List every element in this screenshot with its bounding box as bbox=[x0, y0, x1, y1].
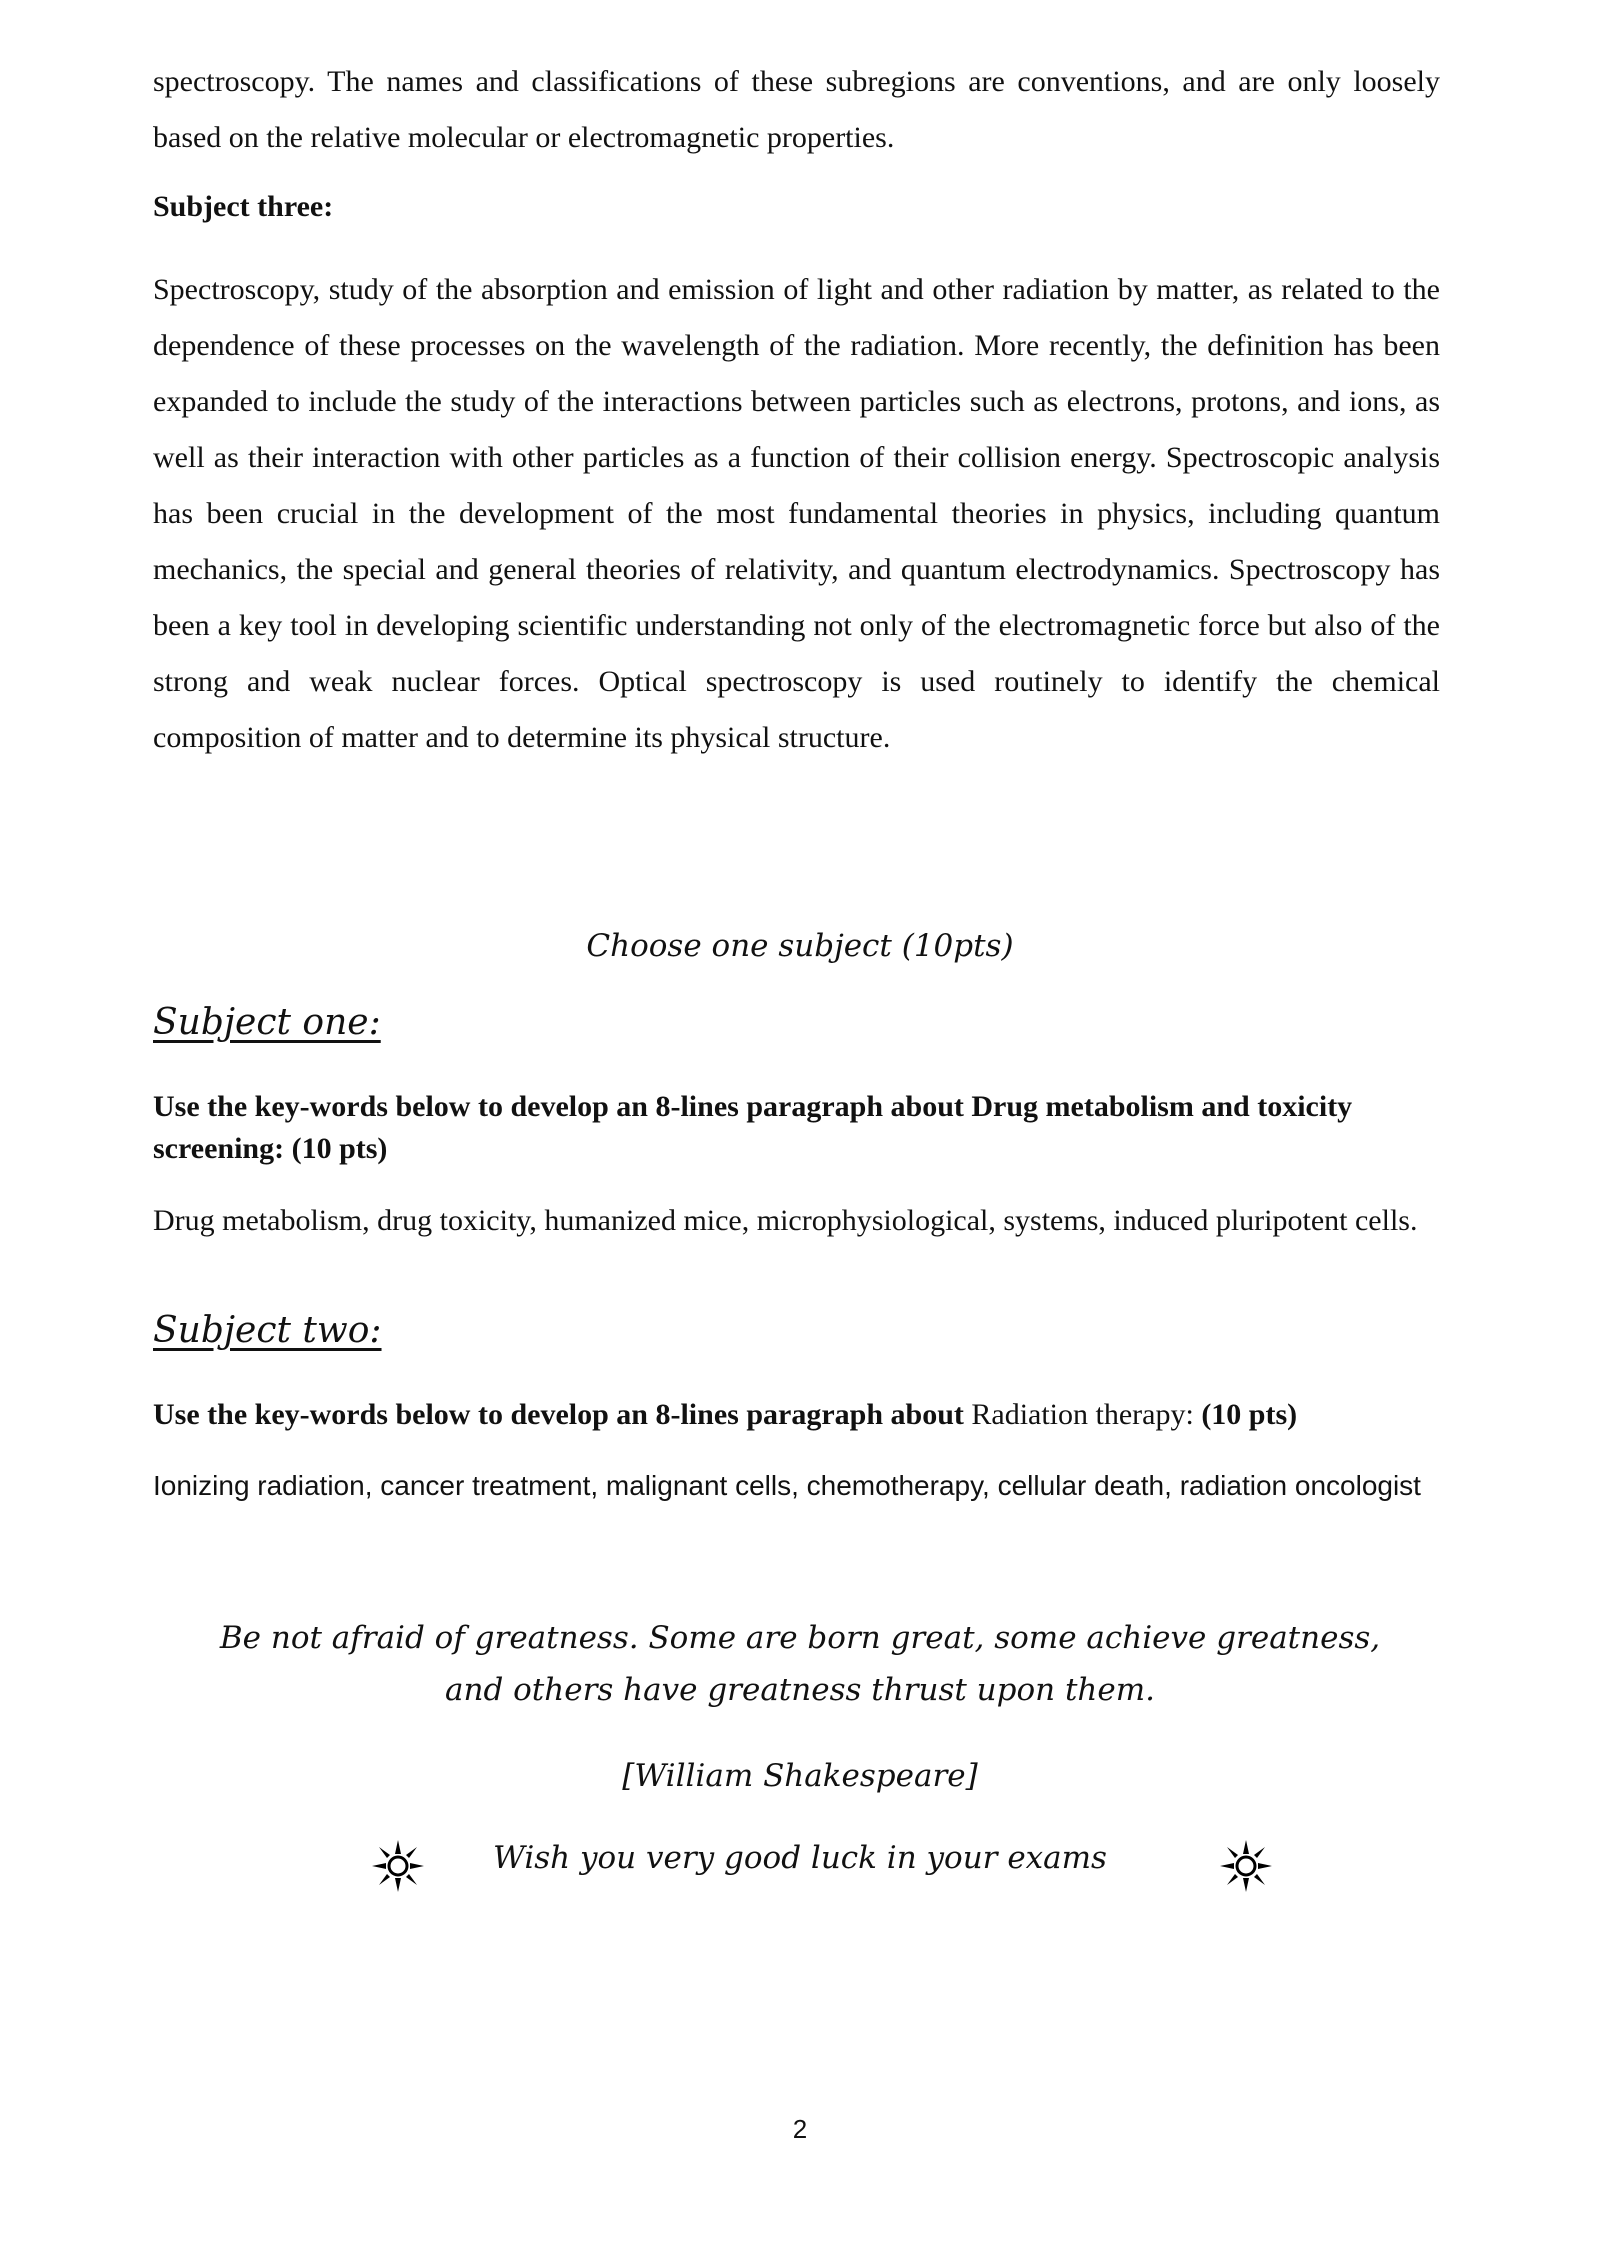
subject-two-instruction-text: Use the key-words below to develop an 8-lines paragraph about bbox=[153, 1398, 964, 1431]
closing-quote: Be not afraid of greatness. Some are born great, some achieve greatness, and others have greatness thrust upon them. bbox=[219, 1620, 1381, 1708]
subject-two-instruction bbox=[153, 1394, 1440, 1436]
subject-one-instruction: Use the key-words below to develop an 8-lines paragraph about Drug metabolism and toxicity screening: (10 pts) bbox=[153, 1090, 1353, 1165]
subject-three-heading: Subject three: bbox=[153, 190, 334, 223]
subject-two-heading: Subject two: bbox=[153, 1310, 382, 1351]
quote-author: [William Shakespeare] bbox=[622, 1758, 978, 1794]
subject-three-text: Spectroscopy, study of the absorption and emission of light and other radiation by matter, as related to the dependence of these processes on the wavelength of the radiation. More recently, the definition has been expanded to include the study of the interactions between particles such as electrons, protons, and ions, as well as their interaction with other particles as a function of their collision energy. Spectroscopic analysis has been crucial in the development of the most fundamental theories in physics, including quantum mechanics, the special and general theories of relativity, and quantum electrodynamics. Spectroscopy has been a key tool in developing scientific understanding not only of the electromagnetic force but also of the strong and weak nuclear forces. Optical spectroscopy is used routinely to identify the chemical composition of matter and to determine its physical structure. bbox=[153, 273, 1440, 754]
subject-one-heading: Subject one: bbox=[153, 1002, 381, 1043]
sun-star-icon bbox=[1218, 1838, 1274, 1894]
subject-one-keywords: Drug metabolism, drug toxicity, humanized mice, microphysiological, systems, induced pluripotent cells. bbox=[153, 1204, 1418, 1237]
good-luck-wish: Wish you very good luck in your exams bbox=[493, 1840, 1107, 1876]
section-title: Choose one subject (10pts) bbox=[586, 928, 1014, 964]
intro-paragraph: spectroscopy. The names and classifications of these subregions are conventions, and are only loosely based on the relative molecular or electromagnetic properties. bbox=[153, 65, 1440, 154]
subject-two-points: (10 pts) bbox=[1201, 1398, 1298, 1431]
subject-two-keywords: Ionizing radiation, cancer treatment, malignant cells, chemotherapy, cellular death, radiation oncologist bbox=[153, 1470, 1421, 1501]
page-number: 2 bbox=[792, 2114, 808, 2144]
subject-two-topic: Radiation therapy: bbox=[971, 1398, 1194, 1431]
